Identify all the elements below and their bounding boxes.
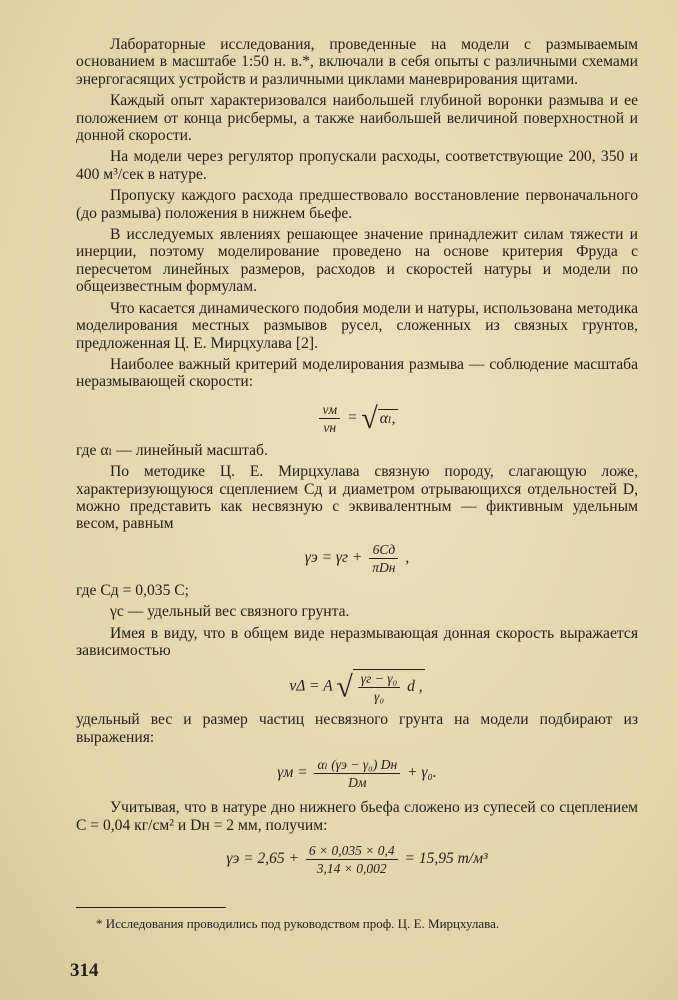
formula-lhs: γэ = γг + <box>304 548 363 566</box>
formula-tail: d , <box>407 678 423 696</box>
paragraph-6: Что касается динамического подобия модели и натуры, использована методика моделирования местных размывов русел, сложенных из связных грунтов, предложенная Ц. Е. Мирцхулава [2]. <box>76 299 638 352</box>
formula-tail: + γ₀. <box>407 764 437 782</box>
fraction <box>319 401 340 436</box>
square-root <box>361 401 397 435</box>
denominator: vн <box>323 419 337 435</box>
formula-bottom-velocity <box>76 669 638 705</box>
numerator: 6 × 0,035 × 0,4 <box>306 842 398 860</box>
formula-model-weight <box>76 756 638 791</box>
numerator: 6Cд <box>369 541 398 559</box>
formula-lhs: γэ = 2,65 + <box>226 850 299 868</box>
paragraph-11: γс — удельный вес связного грунта. <box>110 603 350 621</box>
square-root <box>336 669 424 705</box>
radical-sign-icon: √ <box>336 670 353 704</box>
fraction <box>358 670 400 705</box>
page-number: 314 <box>70 960 99 981</box>
radical-sign-icon: √ <box>361 401 378 435</box>
fraction <box>314 756 400 791</box>
denominator: 3,14 × 0,002 <box>316 861 387 876</box>
footnote-divider <box>76 907 226 908</box>
fraction <box>369 541 398 576</box>
numerator: vм <box>319 401 340 419</box>
paragraph-13: удельный вес и размер частиц несвязного грунта на модели подбирают из выражения: <box>76 711 638 746</box>
formula-lhs: γм = <box>277 764 308 782</box>
denominator: πDн <box>372 559 396 575</box>
formula-tail: = 15,95 т/м³ <box>404 850 488 868</box>
numerator: αₗ (γэ − γ₀) Dн <box>314 756 400 774</box>
footnote: * Исследования проводились под руководством проф. Ц. Е. Мирцхулава. <box>96 916 500 931</box>
radicand <box>353 669 425 705</box>
equals-sign: = <box>346 408 358 426</box>
paragraph-14: Учитывая, что в натуре дно нижнего бьефа сложено из супесей со сцеплением C = 0,04 кг/см² и Dн = 2 мм, получим: <box>76 799 638 834</box>
paragraph-3: На модели через регулятор пропускали расходы, соответствующие 200, 350 и 400 м³/сек в натуре. <box>76 148 638 183</box>
paragraph-2: Каждый опыт характеризовался наибольшей глубиной воронки размыва и ее положением от конца рисбермы, а также наибольшей величиной поверхностной и донной скорости. <box>76 92 638 145</box>
paragraph-4: Пропуску каждого расхода предшествовало восстановление первоначального (до размыва) положения в нижнем бьефе. <box>76 187 638 222</box>
paragraph-12: Имея в виду, что в общем виде неразмывающая донная скорость выражается зависимостью <box>76 624 638 659</box>
numerator: γг − γ₀ <box>358 670 400 688</box>
denominator: Dм <box>348 775 367 791</box>
formula-tail: , <box>405 548 410 566</box>
formula-fictive-weight <box>76 541 638 576</box>
paragraph-9: По методике Ц. Е. Мирцхулава связную породу, слагающую ложе, характеризующуюся сцеплением Cд и диаметром отрывающихся отдельностей D, можно представить как несвязную с эквивалентным — фиктивным удельным весом, равным <box>76 463 638 533</box>
paragraph-1: Лабораторные исследования, проведенные на модели с размываемым основанием в масштабе 1:50 н. в.*, включали в себя опыты с различными схемами энергогасящих устройств и различными циклами маневрирования щитами. <box>76 36 638 88</box>
fraction <box>306 842 398 877</box>
formula-result <box>76 842 638 877</box>
paragraph-5: В исследуемых явлениях решающее значение принадлежит силам тяжести и инерции, поэтому моделирование проведено на основе критерия Фруда с пересчетом линейных размеров, расходов и скоростей натуры и модели по общеизвестным формулам. <box>76 226 638 296</box>
denominator: γ₀ <box>374 689 385 705</box>
paragraph-8: где αₗ — линейный масштаб. <box>76 441 268 459</box>
formula-velocity-scale <box>76 401 638 436</box>
radicand: αₗ, <box>379 410 396 428</box>
paragraph-10: где Cд = 0,035 C; <box>76 581 190 599</box>
formula-lhs: vΔ = A <box>289 677 333 695</box>
paragraph-7: Наиболее важный критерий моделирования размыва — соблюдение масштаба неразмывающей скорости: <box>76 355 638 391</box>
